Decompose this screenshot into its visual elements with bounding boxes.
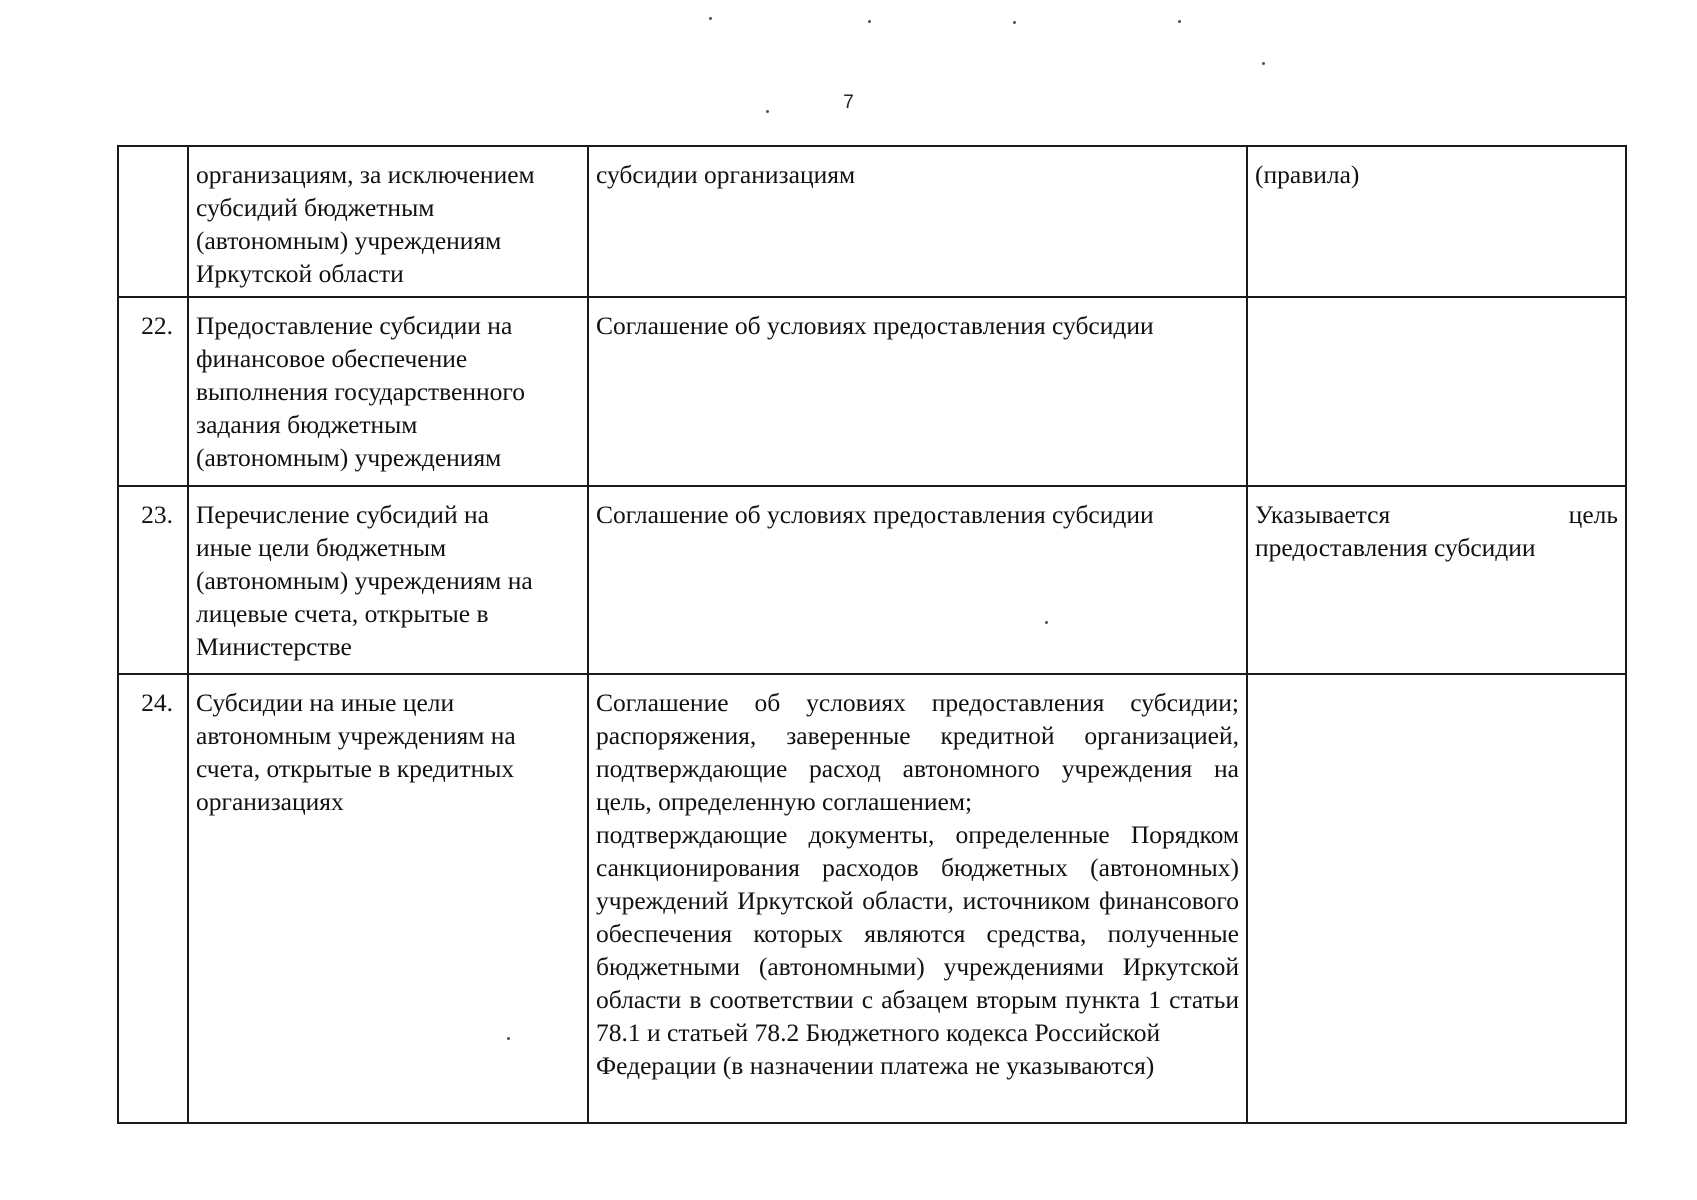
row-name-line: (автономным) учреждениям (196, 443, 502, 472)
row-name-line: Предоставление субсидии на (196, 311, 513, 340)
row-name-line: финансовое обеспечение (196, 344, 468, 373)
row-name-line: Министерстве (196, 632, 352, 661)
row-name-line: Субсидии на иные цели (196, 688, 455, 717)
scan-speck (1262, 62, 1265, 65)
row-documents: Соглашение об условиях предоставления субсидии (588, 297, 1247, 486)
documents-paragraph: подтверждающие документы, определенные Порядком санкционирования расходов бюджетных (автономных) учреждений Иркутской области, источником финансового обеспечения которых являются средства, полученные бюджетными (автономными) учреждениями Иркутской области в соответствии с абзацем вторым пункта 1 статьи 78.1 и статьей 78.2 Бюджетного кодекса Российской (596, 820, 1239, 1047)
scan-speck (868, 20, 871, 23)
row-note (1247, 486, 1626, 674)
table-row (118, 674, 1626, 1123)
scan-speck (1178, 20, 1181, 23)
row-documents: субсидии организациям (588, 146, 1247, 297)
row-name (188, 674, 588, 1123)
row-note-line: предоставления субсидии (1255, 533, 1536, 562)
scan-speck (507, 1037, 510, 1040)
row-documents: Соглашение об условиях предоставления субсидии (588, 486, 1247, 674)
row-note (1247, 146, 1626, 297)
row-name-line: (автономным) учреждениям на (196, 566, 533, 595)
row-number: 24. (118, 674, 188, 1123)
documents-paragraph: Соглашение об условиях предоставления субсидии; распоряжения, заверенные кредитной организацией, подтверждающие расход автономного учреждения на цель, определенную соглашением; (596, 688, 1239, 816)
document-table (117, 145, 1627, 1124)
row-name-line: задания бюджетным (196, 410, 418, 439)
page-number: 7 (843, 92, 854, 113)
row-note-line: Указывается цель (1255, 500, 1618, 529)
row-documents (588, 674, 1247, 1123)
scan-speck (766, 110, 769, 113)
row-name-line: выполнения государственного (196, 377, 525, 406)
row-name (188, 297, 588, 486)
scan-speck (709, 17, 712, 20)
row-number: 23. (118, 486, 188, 674)
row-name-line: (автономным) учреждениям (196, 226, 502, 255)
row-note-line: (правила) (1255, 160, 1360, 189)
row-name-line: субсидий бюджетным (196, 193, 435, 222)
row-note (1247, 674, 1626, 1123)
row-name (188, 486, 588, 674)
table-row (118, 486, 1626, 674)
documents-paragraph-end: Федерации (в назначении платежа не указываются) (596, 1051, 1155, 1080)
row-name-line: организациях (196, 787, 344, 816)
row-name-line: счета, открытые в кредитных (196, 754, 515, 783)
table-row (118, 297, 1626, 486)
row-name-line: лицевые счета, открытые в (196, 599, 489, 628)
row-name-line: иные цели бюджетным (196, 533, 447, 562)
row-name-line: автономным учреждениям на (196, 721, 516, 750)
row-name-line: организациям, за исключением (196, 160, 535, 189)
scan-speck (1013, 21, 1016, 24)
table-row (118, 146, 1626, 297)
row-name-line: Перечисление субсидий на (196, 500, 489, 529)
row-name-line: Иркутской области (196, 259, 404, 288)
row-number: 22. (118, 297, 188, 486)
row-name (188, 146, 588, 297)
scan-speck (1045, 621, 1048, 624)
row-number (118, 146, 188, 297)
row-note (1247, 297, 1626, 486)
